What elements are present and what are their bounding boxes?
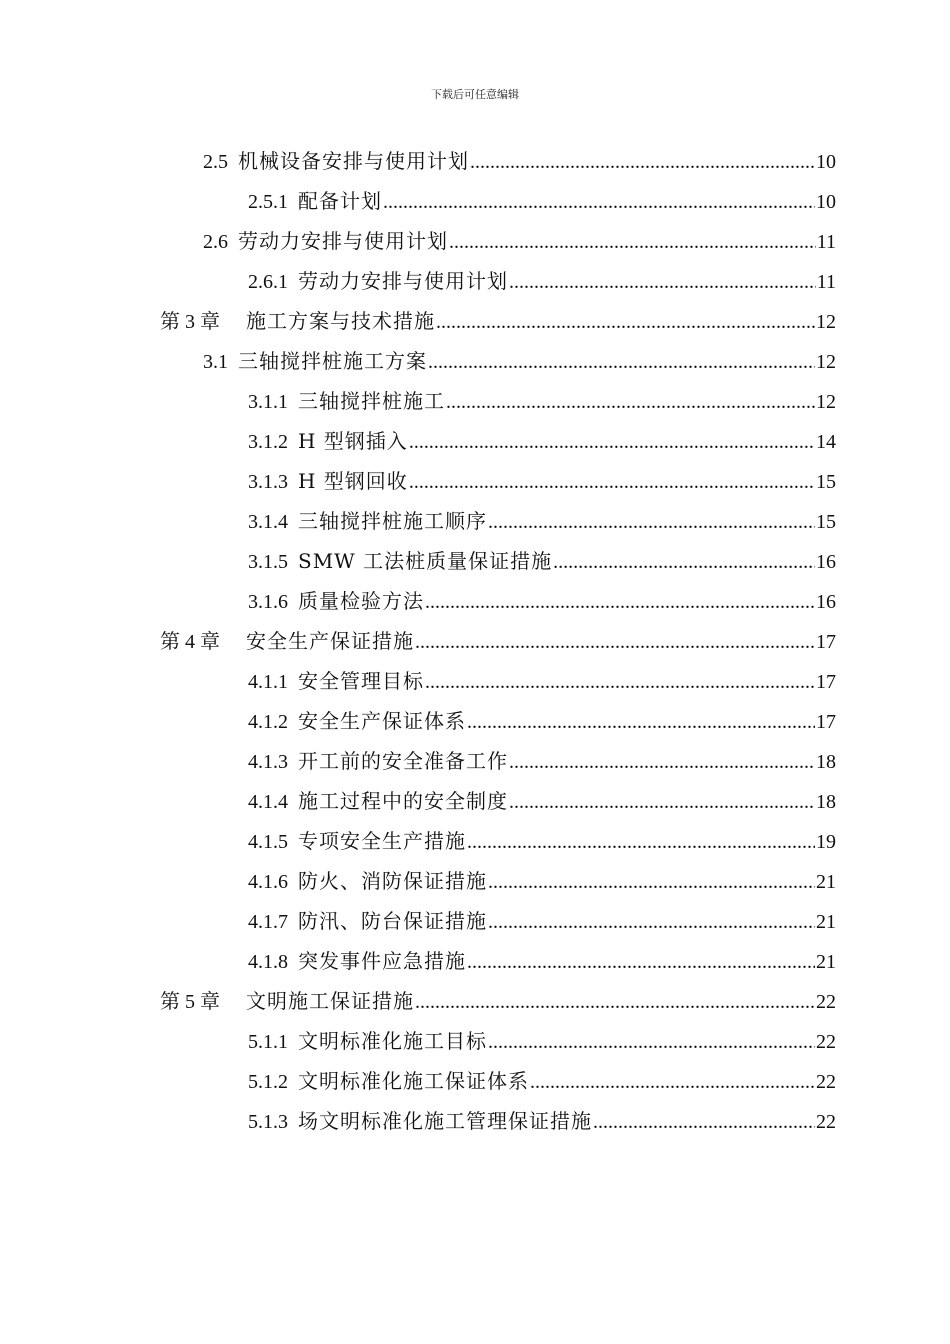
toc-entry-page: 22 [816,1111,836,1133]
toc-leader-dots [467,702,815,742]
toc-entry-number: 5.1.2 [248,1071,288,1093]
toc-entry-number: 2.5 [203,151,228,173]
toc-entry-number: 4.1.6 [248,871,288,893]
toc-entry-page: 12 [816,391,836,413]
toc-leader-dots [488,862,815,902]
toc-leader-dots [509,262,816,302]
toc-entry[interactable] [203,141,836,181]
toc-entry[interactable] [248,381,836,421]
toc-entry-number: 3.1.6 [248,591,288,613]
toc-entry-number: 4.1.7 [248,911,288,933]
toc-leader-dots [415,622,815,662]
toc-entry[interactable] [248,581,836,621]
toc-entry-page: 18 [816,791,836,813]
toc-leader-dots [488,502,815,542]
toc-entry-title: H 型钢插入 [298,429,408,453]
toc-entry-page: 19 [816,831,836,853]
toc-entry[interactable] [248,701,836,741]
toc-entry[interactable] [248,181,836,221]
toc-entry-page: 10 [816,191,836,213]
toc-leader-dots [446,382,815,422]
toc-entry-page: 17 [816,711,836,733]
toc-entry-page: 15 [816,511,836,533]
toc-entry[interactable] [248,861,836,901]
toc-entry[interactable] [160,621,836,661]
toc-entry-page: 16 [816,551,836,573]
toc-entry[interactable] [248,941,836,981]
toc-leader-dots [530,1062,815,1102]
toc-entry-number: 4.1.2 [248,711,288,733]
toc-entry-page: 12 [816,311,836,333]
toc-entry-page: 17 [816,631,836,653]
toc-leader-dots [467,822,815,862]
toc-entry-number: 4.1.8 [248,951,288,973]
toc-entry[interactable] [248,1061,836,1101]
toc-entry-title: 防火、消防保证措施 [298,869,487,893]
toc-entry-page: 17 [816,671,836,693]
toc-entry-title: 突发事件应急措施 [298,949,466,973]
toc-entry[interactable] [248,1101,836,1141]
toc-leader-dots [553,542,815,582]
toc-entry[interactable] [248,661,836,701]
toc-entry-number: 2.6 [203,231,228,253]
toc-entry[interactable] [248,461,836,501]
toc-entry-title: 劳动力安排与使用计划 [238,229,448,253]
toc-leader-dots [383,182,815,222]
toc-entry-number: 5.1.3 [248,1111,288,1133]
toc-entry-page: 21 [816,951,836,973]
toc-leader-dots [436,302,815,342]
toc-entry[interactable] [248,421,836,461]
toc-entry-title: H 型钢回收 [298,469,408,493]
toc-entry-title: 安全生产保证措施 [246,629,414,653]
toc-entry[interactable] [203,221,836,261]
toc-entry[interactable] [248,501,836,541]
toc-entry[interactable] [248,821,836,861]
toc-entry-number: 3.1.1 [248,391,288,413]
toc-entry-number: 5.1.1 [248,1031,288,1053]
toc-entry-title: 三轴搅拌桩施工 [298,389,445,413]
toc-entry[interactable] [248,741,836,781]
toc-leader-dots [449,222,816,262]
toc-leader-dots [409,422,815,462]
toc-leader-dots [488,1022,815,1062]
toc-entry-number: 3.1 [203,351,228,373]
toc-entry-page: 10 [816,151,836,173]
toc-leader-dots [467,942,815,982]
toc-entry-page: 22 [816,991,836,1013]
toc-entry-title: 文明标准化施工保证体系 [298,1069,529,1093]
toc-entry-page: 22 [816,1031,836,1053]
toc-entry[interactable] [160,301,836,341]
toc-entry-title: 三轴搅拌桩施工顺序 [298,509,487,533]
toc-entry-title: SMW 工法桩质量保证措施 [298,549,553,573]
toc-entry-page: 21 [816,911,836,933]
toc-entry-number: 3.1.4 [248,511,288,533]
toc-leader-dots [509,782,815,822]
toc-entry[interactable] [160,981,836,1021]
toc-entry-number: 2.5.1 [248,191,288,213]
toc-entry-title: 三轴搅拌桩施工方案 [238,349,427,373]
toc-entry-title: 开工前的安全准备工作 [298,749,508,773]
toc-entry-number: 4.1.1 [248,671,288,693]
toc-entry[interactable] [248,901,836,941]
toc-entry-number: 3.1.5 [248,551,288,573]
toc-entry-page: 11 [816,231,836,253]
page-header: 下载后可任意编辑 [431,88,519,101]
toc-entry-page: 22 [816,1071,836,1093]
toc-entry[interactable] [248,1021,836,1061]
toc-leader-dots [415,982,815,1022]
toc-leader-dots [593,1102,815,1142]
toc-entry[interactable] [203,341,836,381]
toc-leader-dots [488,902,815,942]
toc-entry-page: 14 [816,431,836,453]
toc-entry-title: 安全管理目标 [298,669,424,693]
toc-entry-number: 3.1.3 [248,471,288,493]
toc-leader-dots [428,342,815,382]
toc-entry-title: 施工方案与技术措施 [246,309,435,333]
toc-entry-title: 防汛、防台保证措施 [298,909,487,933]
toc-entry-title: 质量检验方法 [298,589,424,613]
toc-entry-title: 施工过程中的安全制度 [298,789,508,813]
toc-leader-dots [409,462,815,502]
toc-entry-title: 专项安全生产措施 [298,829,466,853]
toc-entry[interactable] [248,261,836,301]
toc-entry-page: 11 [816,271,836,293]
toc-entry-title: 文明施工保证措施 [246,989,414,1013]
toc-entry-title: 场文明标准化施工管理保证措施 [298,1109,592,1133]
toc-entry-page: 15 [816,471,836,493]
toc-entry-page: 21 [816,871,836,893]
toc-entry-number: 4.1.3 [248,751,288,773]
toc-entry-page: 18 [816,751,836,773]
toc-entry-number: 3.1.2 [248,431,288,453]
toc-entry[interactable] [248,781,836,821]
toc-leader-dots [470,142,815,182]
toc-entry-title: 配备计划 [298,189,382,213]
toc-entry-title: 劳动力安排与使用计划 [298,269,508,293]
toc-entry-page: 12 [816,351,836,373]
toc-entry-number: 2.6.1 [248,271,288,293]
toc-entry-page: 16 [816,591,836,613]
toc-entry-title: 安全生产保证体系 [298,709,466,733]
toc-leader-dots [425,662,815,702]
toc-entry-number: 4.1.4 [248,791,288,813]
toc-entry-title: 机械设备安排与使用计划 [238,149,469,173]
toc-leader-dots [425,582,815,622]
toc-entry-number: 第 3 章 [160,311,220,333]
toc-entry[interactable] [248,541,836,581]
toc-entry-number: 第 5 章 [160,991,220,1013]
toc-entry-number: 4.1.5 [248,831,288,853]
toc-entry-number: 第 4 章 [160,631,220,653]
toc-leader-dots [509,742,815,782]
toc-entry-title: 文明标准化施工目标 [298,1029,487,1053]
